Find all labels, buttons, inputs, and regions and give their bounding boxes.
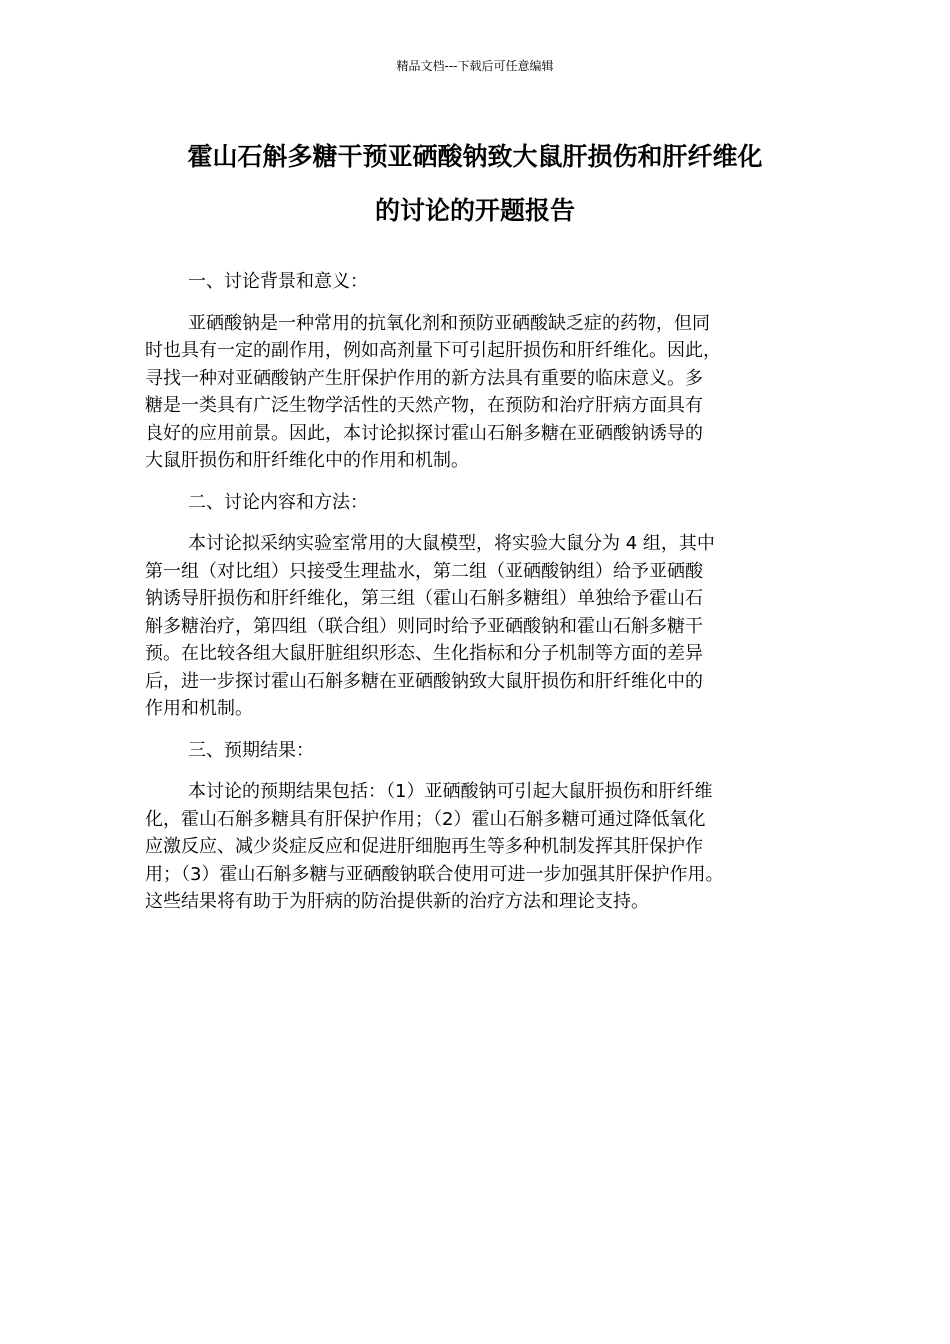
section-heading-methods: 二、讨论内容和方法：	[188, 491, 368, 513]
paragraph-line: 化，霍山石斛多糖具有肝保护作用；（2）霍山石斛多糖可通过降低氧化	[145, 808, 706, 830]
paragraph-line: 用；（3）霍山石斛多糖与亚硒酸钠联合使用可进一步加强其肝保护作用。	[145, 863, 724, 885]
paragraph-line: 后，进一步探讨霍山石斛多糖在亚硒酸钠致大鼠肝损伤和肝纤维化中的	[145, 670, 703, 692]
title-line-1: 霍山石斛多糖干预亚硒酸钠致大鼠肝损伤和肝纤维化	[187, 142, 763, 171]
section-paragraph-methods	[145, 530, 810, 723]
section-heading-background: 一、讨论背景和意义：	[188, 271, 368, 292]
section-heading-results: 三、预期结果：	[188, 739, 314, 761]
page-header: 精品文档---下载后可任意编辑	[396, 59, 554, 73]
paragraph-line: 亚硒酸钠是一种常用的抗氧化剂和预防亚硒酸缺乏症的药物，但同	[188, 312, 710, 334]
document-body	[145, 268, 810, 930]
paragraph-line: 时也具有一定的副作用，例如高剂量下可引起肝损伤和肝纤维化。因此，	[145, 340, 721, 361]
paragraph-line: 这些结果将有助于为肝病的防治提供新的治疗方法和理论支持。	[145, 891, 649, 912]
paragraph-line: 本讨论拟采纳实验室常用的大鼠模型，将实验大鼠分为 4 组，其中	[188, 533, 715, 554]
document-title	[120, 130, 830, 238]
paragraph-line: 作用和机制。	[145, 698, 253, 719]
paragraph-line: 糖是一类具有广泛生物学活性的天然产物，在预防和治疗肝病方面具有	[145, 395, 703, 416]
paragraph-line: 寻找一种对亚硒酸钠产生肝保护作用的新方法具有重要的临床意义。多	[145, 367, 703, 389]
paragraph-line: 大鼠肝损伤和肝纤维化中的作用和机制。	[145, 450, 469, 471]
paragraph-line: 应激反应、减少炎症反应和促进肝细胞再生等多种机制发挥其肝保护作	[145, 836, 703, 857]
section-paragraph-background	[145, 310, 810, 475]
section-paragraph-results	[145, 778, 810, 916]
paragraph-line: 钠诱导肝损伤和肝纤维化，第三组（霍山石斛多糖组）单独给予霍山石	[145, 588, 703, 609]
title-line-2: 的讨论的开题报告	[374, 196, 575, 225]
paragraph-line: 斛多糖治疗，第四组（联合组）则同时给予亚硒酸钠和霍山石斛多糖干	[145, 615, 703, 637]
paragraph-line: 本讨论的预期结果包括：（1）亚硒酸钠可引起大鼠肝损伤和肝纤维	[188, 781, 713, 802]
paragraph-line: 良好的应用前景。因此，本讨论拟探讨霍山石斛多糖在亚硒酸钠诱导的	[145, 422, 703, 444]
paragraph-line: 预。在比较各组大鼠肝脏组织形态、生化指标和分子机制等方面的差异	[145, 643, 703, 664]
paragraph-line: 第一组（对比组）只接受生理盐水，第二组（亚硒酸钠组）给予亚硒酸	[145, 560, 703, 582]
